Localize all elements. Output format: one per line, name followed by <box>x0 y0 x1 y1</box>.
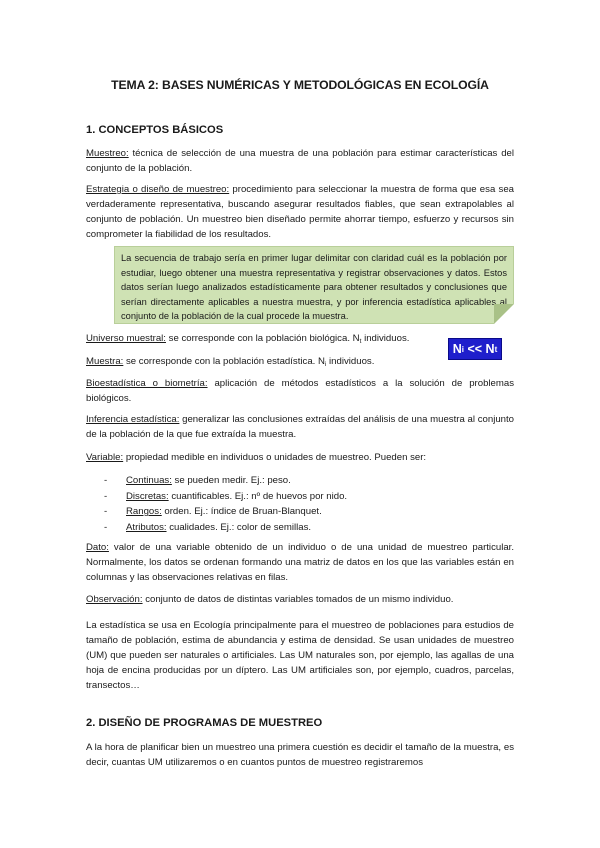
definition-universo <box>86 331 426 349</box>
definition-dato-text: valor de una variable obtenido de un individuo o de una unidad de muestreo particular. Normalmente, los datos se ordenan formando una matriz de datos en los que las variables están en columnas y las observaciones relativas en filas. <box>86 542 514 583</box>
ni-nt-badge <box>448 338 502 360</box>
definition-universo-text: se corresponde con la población biológica. N <box>165 333 360 344</box>
bullet-term: Continuas: <box>126 475 172 486</box>
term-muestreo: Muestreo: <box>86 148 129 159</box>
definition-universo-after: individuos. <box>361 333 410 344</box>
page-title: TEMA 2: BASES NUMÉRICAS Y METODOLÓGICAS EN ECOLOGÍA <box>111 78 489 92</box>
paragraph-estadistica-ecologia: La estadística se usa en Ecología principalmente para el muestreo de poblaciones para estudios de tamaño de población, estima de abundancia y estima de densidad. Se usan unidades de muestreo (UM) que pueden ser naturales o artificiales. Las UM naturales son, por ejemplo, las agallas de una hoja de encina producidas por un díptero. Las UM artificiales son, por ejemplo, cuadros, parcelas, transectos… <box>86 620 514 691</box>
bullet-text: cualidades. Ej.: color de semillas. <box>166 521 312 533</box>
definition-estrategia <box>86 182 514 242</box>
definition-muestra-text: se corresponde con la población estadística. N <box>123 356 325 367</box>
bullet-dash: - <box>104 490 108 502</box>
list-item <box>104 489 504 505</box>
bullet-dash: - <box>104 506 108 517</box>
callout-folded-corner <box>494 304 514 324</box>
definition-estrategia-text: procedimiento para seleccionar la muestra de forma que esa sea verdaderamente representativa, buscando asegurar resultados fiables, que sean extrapolables al conjunto de población. Un muestreo bien diseñado permite ahorrar tiempo, esfuerzo y recursos sin comprometer la fiabilidad de los resultados. <box>86 184 515 240</box>
section-1-heading: 1. CONCEPTOS BÁSICOS <box>86 124 224 136</box>
definition-inferencia <box>86 412 514 442</box>
bullet-dash: - <box>104 475 108 486</box>
definition-dato <box>86 540 514 585</box>
badge-n2: N <box>485 342 495 356</box>
definition-observacion-text: conjunto de datos de distintas variables tomados de un mismo individuo. <box>142 594 454 605</box>
definition-bioestadistica-text: aplicación de métodos estadísticos a la solución de problemas biológicos. <box>86 378 514 404</box>
definition-variable-text: propiedad medible en individuos o unidades de muestreo. Pueden ser: <box>123 452 427 463</box>
list-item <box>104 520 504 536</box>
badge-relation: << <box>464 342 486 356</box>
definition-bioestadistica <box>86 376 514 406</box>
badge-sub1: i <box>461 344 464 354</box>
definition-variable <box>86 450 514 465</box>
term-universo: Universo muestral: <box>86 333 166 344</box>
section-2-heading: 2. DISEÑO DE PROGRAMAS DE MUESTREO <box>86 717 323 729</box>
bullet-text: cuantificables. Ej.: nº de huevos por nido. <box>168 490 348 502</box>
definition-inferencia-text: generalizar las conclusiones extraídas del análisis de una muestra al conjunto de la población de la que fue extraída la muestra. <box>86 414 515 440</box>
definition-observacion <box>86 592 514 607</box>
definition-muestra <box>86 354 426 372</box>
term-variable: Variable: <box>86 452 124 463</box>
bullet-term: Atributos: <box>126 521 167 533</box>
definition-muestreo-text: técnica de selección de una muestra de una población para estimar características del conjunto de la población. <box>86 148 514 174</box>
term-bioestadistica: Bioestadística o biometría: <box>86 378 208 389</box>
paragraph-diseno-intro: A la hora de planificar bien un muestreo una primera cuestión es decidir el tamaño de la muestra, es decir, cuantas UM utilizaremos o en cuantos puntos de muestreo registraremos <box>86 742 514 768</box>
bullet-text: orden. Ej.: índice de Bruan-Blanquet. <box>161 506 322 517</box>
badge-sub2: t <box>494 344 498 354</box>
callout-text: La secuencia de trabajo sería en primer lugar delimitar con claridad cuál es la población por estudiar, luego obtener una muestra representativa y registrar observaciones y datos. Estos datos serían luego analizados estadísticamente para obtener resultados y conclusiones que serían directamente aplicables a nuestra muestra, y por inferencia estadística aplicables al conjunto de la población de la cual procede la muestra. <box>121 253 507 322</box>
variable-types-list <box>104 473 504 535</box>
term-estrategia: Estrategia o diseño de muestreo: <box>86 184 230 195</box>
term-muestra: Muestra: <box>86 356 124 367</box>
list-item <box>104 473 504 489</box>
definition-muestreo <box>86 146 514 176</box>
bullet-dash: - <box>104 521 108 533</box>
callout-box <box>114 246 514 324</box>
badge-n1: N <box>452 342 462 356</box>
term-inferencia: Inferencia estadística: <box>86 414 180 425</box>
definition-muestra-after: individuos. <box>326 356 375 367</box>
universo-subscript: t <box>359 338 362 345</box>
term-observacion: Observación: <box>86 594 143 605</box>
term-dato: Dato: <box>86 542 109 553</box>
bullet-term: Rangos: <box>126 506 162 517</box>
list-item <box>104 504 504 520</box>
bullet-term: Discretas: <box>126 490 169 502</box>
bullet-text: se pueden medir. Ej.: peso. <box>171 475 291 486</box>
muestra-subscript: i <box>324 361 327 368</box>
